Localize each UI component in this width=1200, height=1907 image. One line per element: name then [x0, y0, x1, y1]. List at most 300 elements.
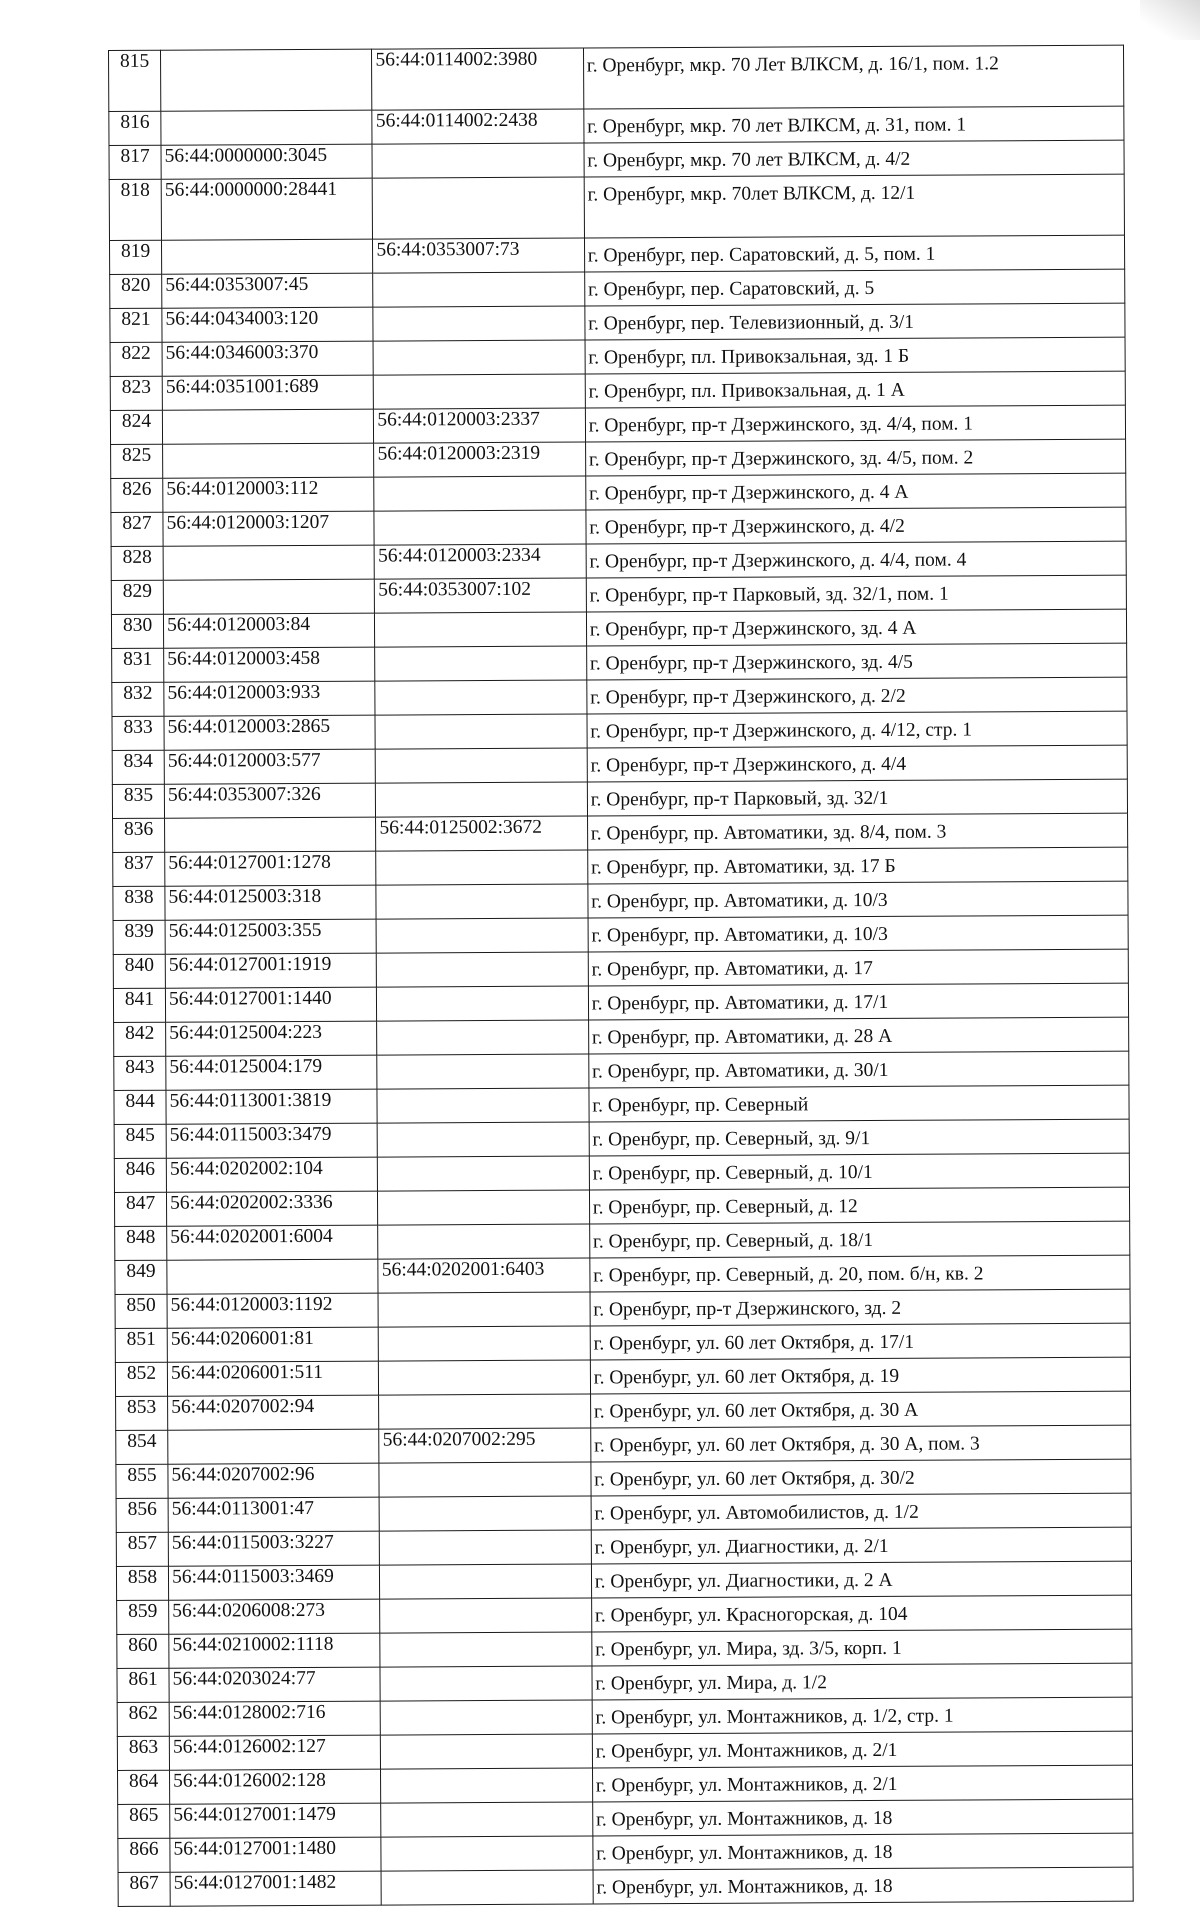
row-number-cell [115, 1226, 167, 1260]
cadastral-number-cell [165, 885, 377, 920]
address-cell-text: г. Оренбург, пр-т Дзержинского, зд. 2 [593, 1297, 901, 1321]
premises-cadastral-number-cell-text: 56:44:0114002:2438 [376, 110, 538, 132]
row-number-cell-text: 858 [128, 1567, 157, 1588]
address-cell-text: г. Оренбург, мкр. 70 лет ВЛКСМ, д. 31, пом. 1 [587, 114, 966, 138]
row-number-cell-text: 833 [123, 717, 152, 738]
address-cell [584, 174, 1125, 238]
address-cell-text: г. Оренбург, ул. Монтажников, д. 18 [596, 1841, 892, 1865]
table-row [118, 1799, 1133, 1838]
row-number-cell-text: 828 [123, 547, 152, 568]
cadastral-number-cell [164, 681, 376, 716]
cadastral-number-cell-text: 56:44:0120003:1192 [171, 1294, 333, 1316]
table-row [114, 1017, 1129, 1056]
address-cell-text: г. Оренбург, пр-т Дзержинского, зд. 4/4, пом. 1 [589, 412, 973, 436]
cadastral-number-cell [167, 1191, 379, 1226]
row-number-cell [117, 1668, 169, 1702]
table-row [118, 1765, 1133, 1804]
cadastral-number-cell-text: 56:44:0125003:318 [168, 886, 321, 908]
table-row [116, 1459, 1131, 1498]
address-cell [589, 1221, 1129, 1258]
row-number-cell [114, 1124, 166, 1158]
address-cell-text: г. Оренбург, ул. Монтажников, д. 18 [596, 1807, 892, 1831]
row-number-cell-text: 823 [122, 377, 151, 398]
address-cell-text: г. Оренбург, ул. Диагностики, д. 2 А [595, 1569, 893, 1593]
address-cell-text: г. Оренбург, ул. Монтажников, д. 2/1 [596, 1739, 898, 1763]
cadastral-number-cell [164, 749, 376, 784]
address-cell [585, 371, 1125, 408]
premises-cadastral-number-cell [374, 408, 586, 443]
cadastral-number-cell [166, 1021, 378, 1056]
premises-cadastral-number-cell [378, 1292, 590, 1327]
table-row [111, 609, 1126, 648]
cadastral-number-cell [164, 715, 376, 750]
table-row [117, 1595, 1132, 1634]
row-number-cell-text: 848 [126, 1227, 155, 1248]
row-number-cell [114, 1158, 166, 1192]
address-cell [587, 779, 1127, 816]
address-cell [588, 881, 1128, 918]
cadastral-number-cell-text: 56:44:0127001:1482 [174, 1872, 337, 1894]
table-row [113, 949, 1128, 988]
address-cell [587, 711, 1127, 748]
address-cell [591, 1561, 1131, 1598]
address-cell-text: г. Оренбург, ул. Мира, зд. 3/5, корп. 1 [595, 1637, 902, 1661]
cadastral-number-cell [164, 647, 376, 682]
table-row [109, 106, 1124, 145]
row-number-cell [117, 1736, 169, 1770]
table-row [114, 1051, 1129, 1090]
cadastral-number-cell [166, 1123, 378, 1158]
address-cell [589, 1187, 1129, 1224]
row-number-cell-text: 831 [123, 649, 152, 670]
row-number-cell [117, 1702, 169, 1736]
address-cell-text: г. Оренбург, пр. Автоматики, д. 17 [592, 957, 873, 980]
cadastral-number-cell [169, 1599, 381, 1634]
row-number-cell-text: 819 [121, 241, 150, 262]
table-row [115, 1255, 1130, 1294]
cadastral-number-cell [169, 1735, 381, 1770]
row-number-cell [118, 1872, 170, 1906]
cadastral-number-cell [166, 1157, 378, 1192]
premises-cadastral-number-cell [380, 1666, 592, 1701]
row-number-cell [114, 1192, 166, 1226]
address-cell [586, 643, 1126, 680]
premises-cadastral-number-cell [376, 816, 588, 851]
row-number-cell-text: 830 [123, 615, 152, 636]
row-number-cell [117, 1600, 169, 1634]
address-cell-text: г. Оренбург, пр. Северный, д. 20, пом. б/н, кв. 2 [593, 1262, 983, 1286]
address-cell [591, 1595, 1131, 1632]
table-row [112, 779, 1127, 818]
cadastral-number-cell-text: 56:44:0120003:458 [167, 648, 320, 670]
row-number-cell-text: 856 [127, 1499, 156, 1520]
row-number-cell-text: 859 [128, 1601, 157, 1622]
premises-cadastral-number-cell [376, 748, 588, 783]
address-cell-text: г. Оренбург, ул. Монтажников, д. 18 [596, 1875, 892, 1899]
row-number-cell-text: 853 [127, 1397, 156, 1418]
cadastral-number-cell-text: 56:44:0115003:3227 [172, 1532, 334, 1554]
cadastral-number-cell [168, 1497, 380, 1532]
premises-cadastral-number-cell [377, 1020, 589, 1055]
address-cell [586, 575, 1126, 612]
address-cell-text: г. Оренбург, пр. Автоматики, д. 10/3 [591, 889, 888, 913]
row-number-cell [111, 512, 163, 546]
table-row [116, 1527, 1131, 1566]
premises-cadastral-number-cell-text: 56:44:0120003:2337 [377, 409, 540, 431]
address-cell [586, 473, 1126, 510]
cadastral-number-cell [164, 613, 376, 648]
address-cell [591, 1493, 1131, 1530]
row-number-cell-text: 836 [124, 819, 153, 840]
row-number-cell-text: 849 [126, 1261, 155, 1282]
premises-cadastral-number-cell [377, 1054, 589, 1089]
cadastral-number-cell [162, 409, 374, 444]
row-number-cell [118, 1770, 170, 1804]
cadastral-number-cell [166, 1089, 378, 1124]
cadastral-number-cell [168, 1395, 380, 1430]
cadastral-number-cell [169, 1701, 381, 1736]
table-row [111, 439, 1126, 478]
premises-cadastral-number-cell-text: 56:44:0120003:2319 [377, 443, 540, 465]
premises-cadastral-number-cell [373, 272, 585, 307]
cadastral-number-cell-text: 56:44:0000000:3045 [165, 145, 328, 167]
address-cell [586, 507, 1126, 544]
address-cell [588, 983, 1128, 1020]
address-cell [586, 609, 1126, 646]
address-cell-text: г. Оренбург, ул. Мира, д. 1/2 [595, 1671, 827, 1694]
row-number-cell [110, 308, 162, 342]
premises-cadastral-number-cell [373, 306, 585, 341]
address-cell [583, 45, 1124, 109]
table-row [110, 371, 1125, 410]
row-number-cell-text: 820 [121, 275, 150, 296]
cadastral-number-cell [161, 144, 373, 179]
table-row [110, 337, 1125, 376]
cadastral-number-cell [163, 511, 375, 546]
cadastral-number-cell-text: 56:44:0127001:1278 [168, 852, 331, 874]
premises-cadastral-number-cell [378, 1190, 590, 1225]
address-cell-text: г. Оренбург, ул. 60 лет Октября, д. 30 А, пом. 3 [594, 1432, 980, 1456]
cadastral-number-cell-text: 56:44:0120003:84 [167, 614, 310, 636]
cadastral-number-cell-text: 56:44:0113001:3819 [170, 1090, 332, 1112]
cadastral-number-cell [169, 1667, 381, 1702]
table-row [116, 1391, 1131, 1430]
address-cell [591, 1425, 1131, 1462]
scan-corner-shadow [1140, 0, 1200, 40]
row-number-cell [114, 1090, 166, 1124]
address-cell [590, 1289, 1130, 1326]
premises-cadastral-number-cell-text: 56:44:0353007:102 [378, 579, 531, 601]
row-number-cell-text: 834 [124, 751, 153, 772]
row-number-cell [117, 1634, 169, 1668]
cadastral-number-cell [162, 307, 374, 342]
cadastral-number-cell [162, 273, 374, 308]
table-row [116, 1561, 1131, 1600]
row-number-cell [110, 274, 162, 308]
cadastral-number-cell [162, 375, 374, 410]
cadastral-number-cell [163, 579, 375, 614]
address-cell-text: г. Оренбург, пр-т Дзержинского, зд. 4/5, пом. 2 [589, 446, 973, 470]
address-cell-text: г. Оренбург, ул. Красногорская, д. 104 [595, 1603, 908, 1627]
address-cell [588, 1017, 1128, 1054]
row-number-cell-text: 860 [128, 1635, 157, 1656]
table-row [114, 1187, 1129, 1226]
cadastral-number-cell-text: 56:44:0127001:1919 [169, 954, 332, 976]
table-row [115, 1289, 1130, 1328]
row-number-cell [118, 1804, 170, 1838]
cadastral-number-cell-text: 56:44:0127001:1480 [173, 1838, 336, 1860]
address-cell [585, 405, 1125, 442]
table-row [113, 881, 1128, 920]
cadastral-number-cell [167, 1225, 379, 1260]
address-cell-text: г. Оренбург, пр-т Дзержинского, д. 4 А [589, 481, 908, 505]
cadastral-number-cell-text: 56:44:0206001:511 [171, 1362, 323, 1384]
row-number-cell [112, 648, 164, 682]
table-row [112, 677, 1127, 716]
cadastral-number-cell-text: 56:44:0115003:3469 [172, 1566, 334, 1588]
row-number-cell-text: 840 [125, 955, 154, 976]
row-number-cell [116, 1396, 168, 1430]
cadastral-number-cell [170, 1871, 382, 1906]
address-cell-text: г. Оренбург, пер. Саратовский, д. 5 [588, 277, 874, 300]
premises-cadastral-number-cell [380, 1564, 592, 1599]
cadastral-number-cell [161, 178, 373, 240]
premises-cadastral-number-cell-text: 56:44:0353007:73 [376, 239, 519, 261]
cadastral-number-cell [167, 1361, 379, 1396]
premises-cadastral-number-cell [374, 476, 586, 511]
cadastral-number-cell [167, 1327, 379, 1362]
row-number-cell-text: 829 [123, 581, 152, 602]
row-number-cell [115, 1260, 167, 1294]
cadastral-number-cell-text: 56:44:0120003:1207 [166, 512, 329, 534]
address-cell-text: г. Оренбург, ул. 60 лет Октября, д. 19 [594, 1365, 899, 1389]
address-cell [585, 303, 1125, 340]
cadastral-number-cell-text: 56:44:0125004:223 [169, 1022, 322, 1044]
address-cell-text: г. Оренбург, пр. Автоматики, д. 30/1 [592, 1059, 889, 1083]
premises-cadastral-number-cell [373, 177, 585, 239]
premises-cadastral-number-cell [376, 884, 588, 919]
row-number-cell-text: 861 [128, 1669, 157, 1690]
table-row [111, 473, 1126, 512]
table-row [111, 541, 1126, 580]
cadastral-number-cell [169, 1565, 381, 1600]
row-number-cell-text: 842 [125, 1023, 154, 1044]
address-cell [586, 541, 1126, 578]
address-cell [588, 949, 1128, 986]
row-number-cell [115, 1328, 167, 1362]
table-row [112, 711, 1127, 750]
address-cell [584, 269, 1124, 306]
cadastral-number-cell-text: 56:44:0128002:716 [173, 1702, 326, 1724]
table-row [118, 1867, 1133, 1906]
table-row [113, 915, 1128, 954]
row-number-cell [113, 954, 165, 988]
address-cell [592, 1663, 1132, 1700]
cadastral-number-cell-text: 56:44:0206001:81 [171, 1328, 314, 1350]
premises-cadastral-number-cell [378, 1122, 590, 1157]
cadastral-number-cell-text: 56:44:0125004:179 [169, 1056, 322, 1078]
table-row [114, 1153, 1129, 1192]
cadastral-number-cell [168, 1463, 380, 1498]
cadastral-number-cell-text: 56:44:0125003:355 [169, 920, 322, 942]
row-number-cell-text: 851 [127, 1329, 156, 1350]
premises-cadastral-number-cell [372, 48, 584, 110]
address-cell-text: г. Оренбург, пл. Привокзальная, зд. 1 Б [588, 345, 909, 369]
cadastral-number-cell [170, 1803, 382, 1838]
premises-cadastral-number-cell-text: 56:44:0120003:2334 [378, 545, 541, 567]
premises-cadastral-number-cell [381, 1870, 593, 1905]
cadastral-number-cell [162, 341, 374, 376]
address-cell-text: г. Оренбург, пр. Автоматики, зд. 8/4, пом. 3 [591, 821, 947, 845]
address-cell-text: г. Оренбург, пр-т Дзержинского, д. 4/4 [590, 753, 906, 777]
table-row [111, 507, 1126, 546]
row-number-cell-text: 816 [120, 112, 149, 133]
cadastral-number-cell [168, 1429, 380, 1464]
row-number-cell [109, 50, 161, 111]
cadastral-number-cell-text: 56:44:0120003:112 [166, 478, 318, 500]
address-cell-text: г. Оренбург, пр. Автоматики, д. 28 А [592, 1025, 892, 1049]
address-cell [590, 1357, 1130, 1394]
cadastral-number-cell [163, 477, 375, 512]
cadastral-number-cell-text: 56:44:0127001:1479 [173, 1804, 336, 1826]
cadastral-number-cell-text: 56:44:0120003:577 [168, 750, 321, 772]
row-number-cell-text: 866 [129, 1839, 158, 1860]
premises-cadastral-number-cell [377, 986, 589, 1021]
premises-cadastral-number-cell [375, 612, 587, 647]
cadastral-number-cell [162, 239, 374, 274]
table-row [115, 1221, 1130, 1260]
row-number-cell [116, 1464, 168, 1498]
table-row [112, 643, 1127, 682]
row-number-cell-text: 832 [123, 683, 152, 704]
cadastral-number-cell-text: 56:44:0207002:96 [171, 1464, 314, 1486]
premises-cadastral-number-cell [381, 1734, 593, 1769]
address-cell [593, 1867, 1133, 1904]
row-number-cell-text: 852 [127, 1363, 156, 1384]
table-row [115, 1323, 1130, 1362]
row-number-cell [110, 342, 162, 376]
row-number-cell [113, 886, 165, 920]
address-cell-text: г. Оренбург, мкр. 70лет ВЛКСМ, д. 12/1 [587, 182, 915, 206]
row-number-cell [111, 614, 163, 648]
premises-cadastral-number-cell [380, 1598, 592, 1633]
address-cell-text: г. Оренбург, ул. Автомобилистов, д. 1/2 [594, 1501, 918, 1525]
address-cell [584, 140, 1124, 177]
row-number-cell [115, 1362, 167, 1396]
table-row [109, 140, 1124, 179]
cadastral-number-cell [170, 1769, 382, 1804]
premises-cadastral-number-cell [374, 374, 586, 409]
row-number-cell [111, 478, 163, 512]
cadastral-number-cell [161, 49, 373, 111]
premises-cadastral-number-cell [381, 1768, 593, 1803]
row-number-cell-text: 867 [129, 1873, 158, 1894]
premises-cadastral-number-cell [378, 1258, 590, 1293]
table-row [112, 745, 1127, 784]
row-number-cell [115, 1294, 167, 1328]
row-number-cell-text: 841 [125, 989, 154, 1010]
row-number-cell [116, 1430, 168, 1464]
row-number-cell-text: 846 [126, 1159, 155, 1180]
row-number-cell [116, 1498, 168, 1532]
cadastral-number-cell [161, 110, 373, 145]
address-cell-text: г. Оренбург, ул. Монтажников, д. 1/2, стр. 1 [595, 1705, 953, 1729]
cadastral-number-cell-text: 56:44:0120003:2865 [168, 716, 331, 738]
address-cell-text: г. Оренбург, пр-т Парковый, зд. 32/1 [591, 787, 889, 811]
table-row [113, 847, 1128, 886]
premises-cadastral-number-cell [381, 1836, 593, 1871]
row-number-cell [113, 818, 165, 852]
cadastral-number-cell-text: 56:44:0126002:127 [173, 1736, 326, 1758]
cadastral-number-cell-text: 56:44:0202002:3336 [170, 1192, 333, 1214]
premises-cadastral-number-cell-text: 56:44:0202001:6403 [382, 1259, 545, 1281]
row-number-cell-text: 825 [122, 445, 151, 466]
cadastral-number-cell [167, 1293, 379, 1328]
premises-cadastral-number-cell [379, 1360, 591, 1395]
premises-cadastral-number-cell [373, 238, 585, 273]
premises-cadastral-number-cell [373, 340, 585, 375]
premises-cadastral-number-cell [379, 1428, 591, 1463]
row-number-cell-text: 824 [122, 411, 151, 432]
row-number-cell-text: 838 [124, 887, 153, 908]
cadastral-number-cell [165, 987, 377, 1022]
table-row [117, 1629, 1132, 1668]
premises-cadastral-number-cell [376, 850, 588, 885]
address-cell [592, 1697, 1132, 1734]
cadastral-number-cell [168, 1531, 380, 1566]
row-number-cell-text: 847 [126, 1193, 155, 1214]
premises-cadastral-number-cell [381, 1802, 593, 1837]
cadastral-number-cell [165, 919, 377, 954]
row-number-cell [110, 376, 162, 410]
row-number-cell-text: 815 [120, 51, 149, 72]
row-number-cell [116, 1566, 168, 1600]
row-number-cell-text: 864 [129, 1771, 158, 1792]
table-row [109, 174, 1124, 240]
address-cell [589, 1085, 1129, 1122]
row-number-cell-text: 865 [129, 1805, 158, 1826]
cadastral-number-cell [170, 1837, 382, 1872]
row-number-cell-text: 854 [127, 1431, 156, 1452]
property-registry-table [108, 45, 1134, 1907]
premises-cadastral-number-cell [375, 578, 587, 613]
table-row [110, 303, 1125, 342]
address-cell-text: г. Оренбург, пр. Автоматики, д. 17/1 [592, 991, 889, 1015]
table-row [109, 45, 1124, 111]
premises-cadastral-number-cell [375, 544, 587, 579]
premises-cadastral-number-cell [374, 510, 586, 545]
cadastral-number-cell-text: 56:44:0353007:45 [165, 274, 308, 296]
cadastral-number-cell-text: 56:44:0126002:128 [173, 1770, 326, 1792]
registry-table-body [109, 45, 1134, 1906]
premises-cadastral-number-cell [377, 952, 589, 987]
row-number-cell-text: 862 [129, 1703, 158, 1724]
address-cell-text: г. Оренбург, пр-т Дзержинского, д. 4/2 [589, 515, 905, 539]
address-cell-text: г. Оренбург, пр-т Дзержинского, д. 4/12, стр. 1 [590, 718, 972, 742]
table-row [109, 235, 1124, 274]
premises-cadastral-number-cell [372, 109, 584, 144]
address-cell [589, 1051, 1129, 1088]
row-number-cell [109, 111, 161, 145]
row-number-cell [110, 410, 162, 444]
address-cell-text: г. Оренбург, мкр. 70 лет ВЛКСМ, д. 4/2 [587, 148, 910, 172]
address-cell-text: г. Оренбург, пр. Автоматики, д. 10/3 [591, 923, 888, 947]
address-cell-text: г. Оренбург, пр-т Дзержинского, д. 2/2 [590, 685, 906, 709]
table-row [110, 269, 1125, 308]
address-cell [592, 1731, 1132, 1768]
cadastral-number-cell [166, 1055, 378, 1090]
cadastral-number-cell [165, 817, 377, 852]
